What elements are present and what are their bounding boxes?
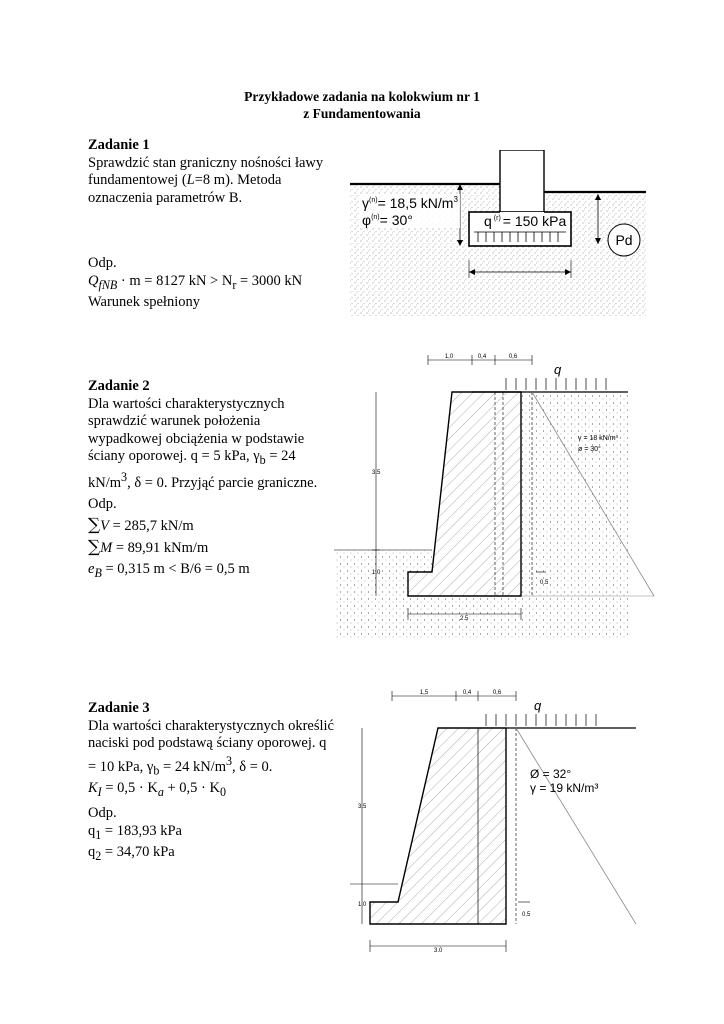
task1-conclusion: Warunek spełniony bbox=[88, 293, 200, 310]
task2-figure bbox=[332, 352, 672, 642]
task2-block bbox=[88, 378, 317, 493]
svg-text:1,0: 1,0 bbox=[444, 354, 454, 360]
surcharge-arrows bbox=[506, 378, 606, 390]
task2-line-2: sprawdzić warunek położenia bbox=[88, 413, 261, 429]
svg-text:0.5: 0.5 bbox=[522, 912, 531, 918]
svg-text:0,6: 0,6 bbox=[508, 354, 518, 360]
task3-line-2: naciski pod podstawą ściany oporowej. q bbox=[88, 735, 327, 751]
task3-line-1: Dla wartości charakterystycznych określić bbox=[88, 717, 334, 734]
svg-text:0,6: 0,6 bbox=[492, 690, 502, 696]
task2-answer bbox=[88, 494, 250, 584]
surcharge-arrows bbox=[486, 714, 596, 726]
task3-answer-q2: $q_2 = 34,70$ kPa bbox=[88, 843, 175, 863]
task3-answer-q1: $q_1 = 183,93$ kPa bbox=[88, 822, 182, 842]
load-q: q bbox=[554, 362, 562, 377]
task1-answer bbox=[88, 255, 302, 311]
task2-answer-label: Odp. bbox=[88, 496, 117, 512]
svg-text:ø = 30°: ø = 30° bbox=[578, 446, 601, 453]
column bbox=[500, 150, 544, 216]
svg-text:3.5: 3.5 bbox=[372, 470, 381, 476]
task3-heading: Zadanie 3 bbox=[88, 700, 150, 716]
task2-answer-m: ∑M = 89,91 kNm/m bbox=[88, 537, 209, 557]
task1-text-3: oznaczenia parametrów B. bbox=[88, 189, 243, 206]
task2-line-3: wypadkowej obciążenia w podstawie bbox=[88, 430, 305, 447]
svg-text:γ = 18 kN/m³: γ = 18 kN/m³ bbox=[578, 435, 618, 442]
q-label: q $^{(r)}$ = 150 kPa bbox=[484, 213, 567, 229]
task1-block bbox=[88, 137, 323, 207]
svg-text:3.5: 3.5 bbox=[358, 804, 367, 810]
phi-label: $\varphi^{(n)}= 30^\circ$ bbox=[362, 212, 413, 228]
task2-answer-e: $e_B = 0,315$ m < B/6 = 0,5 m bbox=[88, 561, 250, 580]
task1-heading: Zadanie 1 bbox=[88, 137, 150, 153]
svg-text:3.0: 3.0 bbox=[434, 948, 443, 954]
retaining-wall bbox=[370, 728, 506, 924]
load-q: q bbox=[534, 698, 542, 713]
svg-text:2.5: 2.5 bbox=[460, 616, 469, 622]
svg-text:1.0: 1.0 bbox=[372, 570, 381, 576]
task3-answer-label: Odp. bbox=[88, 805, 117, 821]
task3-formula: $K_I = 0,5 \cdot K_a + 0,5 \cdot K_0$ bbox=[88, 779, 227, 799]
task3-line-3: = 10 kPa, $\gamma_b = 24$ $kN/m^3$, δ = 0. bbox=[88, 753, 273, 778]
task2-line-4: ściany oporowej. q = 5 kPa, $\gamma_b = 24$ bbox=[88, 448, 296, 467]
task3-answer bbox=[88, 805, 182, 865]
task2-answer-v: ∑V = 285,7 kN/m bbox=[88, 515, 194, 535]
task1-figure bbox=[348, 150, 648, 318]
title-line-2: z Fundamentowania bbox=[303, 106, 421, 121]
task1-text-2: fundamentowej (L=8 m). Metoda bbox=[88, 172, 282, 188]
svg-text:γ = 19 kN/m³: γ = 19 kN/m³ bbox=[530, 781, 599, 795]
svg-text:0,4: 0,4 bbox=[477, 354, 487, 360]
page-title bbox=[0, 88, 724, 122]
svg-text:1.0: 1.0 bbox=[358, 902, 367, 908]
svg-text:0.5: 0.5 bbox=[540, 580, 549, 586]
task1-answer-label: Odp. bbox=[88, 255, 117, 271]
svg-text:1,5: 1,5 bbox=[419, 690, 429, 696]
task3-block bbox=[88, 700, 334, 801]
task2-line-1: Dla wartości charakterystycznych bbox=[88, 395, 285, 412]
svg-text:Ø = 32°: Ø = 32° bbox=[530, 767, 572, 781]
task2-heading: Zadanie 2 bbox=[88, 378, 150, 394]
task3-figure bbox=[340, 688, 670, 958]
gamma-label: $\gamma^{(n)}= 18,5$ $kN/m^3$ bbox=[362, 195, 458, 211]
soil-label-pd: Pd bbox=[615, 232, 633, 248]
task1-answer-formula: $Q_{fNB} \cdot m = 8127$ kN > $N_r = 3000$ kN bbox=[88, 272, 303, 292]
title-line-1: Przykładowe zadania na kolokwium nr 1 bbox=[244, 89, 480, 104]
task1-text-1: Sprawdzić stan graniczny nośności ławy bbox=[88, 154, 324, 171]
svg-text:0,4: 0,4 bbox=[462, 690, 472, 696]
task2-line-5: $kN/m^3$, δ = 0. Przyjąć parcie graniczne. bbox=[88, 470, 318, 492]
